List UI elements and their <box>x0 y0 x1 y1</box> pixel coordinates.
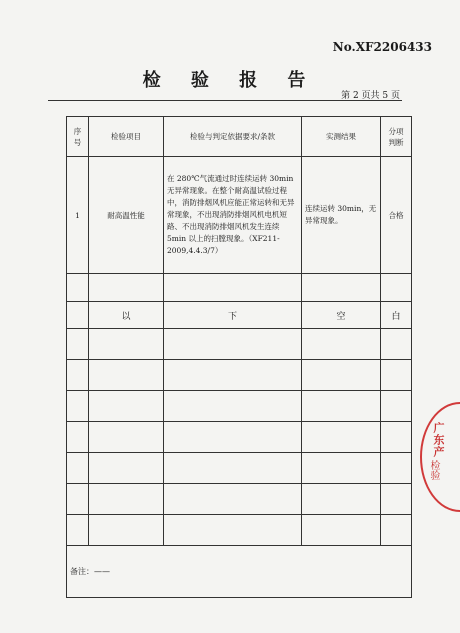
empty-row <box>67 422 412 453</box>
empty-row <box>67 274 412 302</box>
col-header-requirement: 检验与判定依据要求/条款 <box>164 117 302 157</box>
row-no: 1 <box>67 157 89 274</box>
title-divider <box>48 100 402 101</box>
col-header-result: 实测结果 <box>302 117 381 157</box>
inspection-table <box>66 116 412 598</box>
remark-row <box>67 546 412 598</box>
end-marker-row <box>67 302 412 329</box>
empty-row <box>67 453 412 484</box>
col-header-no: 序 号 <box>67 117 89 157</box>
row-requirement: 在 280℃气流通过时连续运转 30min 无异常现象。在整个耐高温试验过程中，消防排烟风机应能正常运转和无异常现象，不出现消防排烟风机电机短路、不出现消防排烟风机发生连续 5min 以上的扫膛现象。（XF211-2009,4.4.3/7） <box>164 157 302 274</box>
page-indicator: 第 2 页共 5 页 <box>341 91 400 101</box>
empty-row <box>67 360 412 391</box>
stamp-text: 广东产 <box>432 422 445 458</box>
end-marker-2: 下 <box>164 302 302 329</box>
table-header-row <box>67 117 412 157</box>
empty-row <box>67 391 412 422</box>
col-header-item: 检验项目 <box>89 117 164 157</box>
row-result: 连续运转 30min，无异常现象。 <box>302 157 381 274</box>
col-header-judgement: 分项 判断 <box>381 117 412 157</box>
remark-text: 备注：—— <box>67 546 412 598</box>
end-marker-3: 空 <box>302 302 381 329</box>
report-number: No.XF2206433 <box>332 40 432 54</box>
empty-row <box>67 515 412 546</box>
end-marker-4: 白 <box>381 302 412 329</box>
table-row <box>67 157 412 274</box>
empty-row <box>67 329 412 360</box>
inspection-stamp <box>420 402 460 512</box>
report-title: 检 验 报 告 <box>142 70 318 91</box>
stamp-text-secondary: 检验 <box>428 460 439 480</box>
row-item: 耐高温性能 <box>89 157 164 274</box>
row-judgement: 合格 <box>381 157 412 274</box>
empty-row <box>67 484 412 515</box>
end-marker-1: 以 <box>89 302 164 329</box>
